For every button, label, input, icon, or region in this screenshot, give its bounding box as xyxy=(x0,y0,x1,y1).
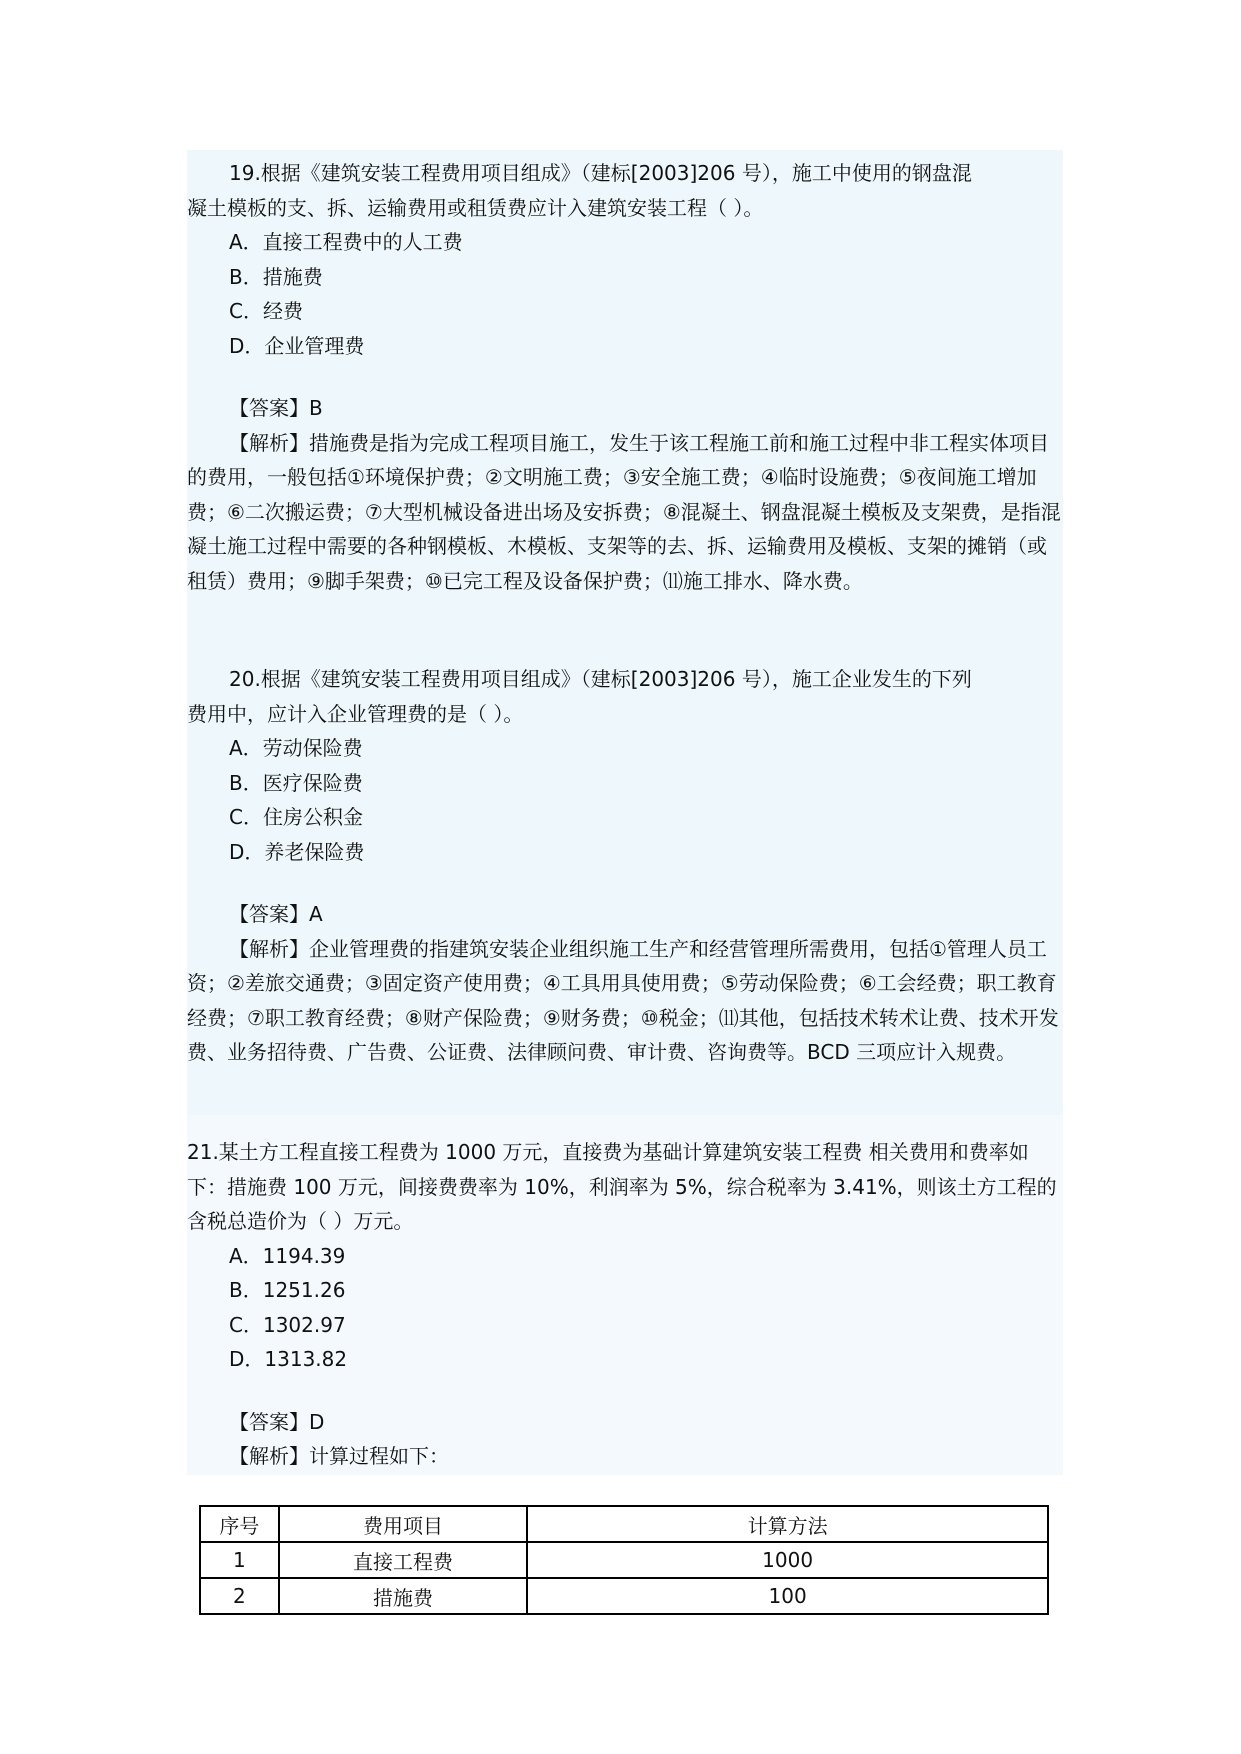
question-20 xyxy=(187,662,1063,1070)
table-cell-item: 措施费 xyxy=(279,1578,527,1614)
q19-option-b: B．措施费 xyxy=(229,264,323,289)
q21-option-d: D．1313.82 xyxy=(229,1347,348,1371)
table-cell-method: 1000 xyxy=(527,1542,1048,1578)
table-header-item: 费用项目 xyxy=(279,1506,527,1542)
table-cell-index: 2 xyxy=(200,1578,279,1614)
q20-stem-line1: 20.根据《建筑安装工程费用项目组成》（建标[2003]206 号），施工企业发生的下列 xyxy=(229,667,972,691)
question-19 xyxy=(187,156,1063,598)
table-header-row xyxy=(200,1506,1048,1542)
q20-analysis: 【解析】企业管理费的指建筑安装企业组织施工生产和经营管理所需费用，包括①管理人员工资；②差旅交通费；③固定资产使用费；④工具用具使用费；⑤劳动保险费；⑥工会经费；职工教育经费；⑦职工教育经费；⑧财产保险费；⑨财务费；⑩税金；⑾其他，包括技术转术让费、技术开发费、业务招待费、广告费、公证费、法律顾问费、审计费、咨询费等。BCD 三项应计入规费。 xyxy=(187,936,1059,1064)
table-row xyxy=(200,1542,1048,1578)
table-cell-method: 100 xyxy=(527,1578,1048,1614)
table-header-method: 计算方法 xyxy=(527,1506,1048,1542)
table-cell-item: 直接工程费 xyxy=(279,1542,527,1578)
q20-option-a: A．劳动保险费 xyxy=(229,736,363,760)
q21-stem: 21.某土方工程直接工程费为 1000 万元，直接费为基础计算建筑安装工程费 相关费用和费率如下：措施费 100 万元，间接费费率为 10%，利润率为 5%，综合税率为 3.41%，则该土方工程的含税总造价为（ ）万元。 xyxy=(187,1140,1057,1233)
table-row xyxy=(200,1578,1048,1614)
q19-option-a: A．直接工程费中的人工费 xyxy=(229,230,463,254)
q19-analysis: 【解析】措施费是指为完成工程项目施工，发生于该工程施工前和施工过程中非工程实体项目的费用，一般包括①环境保护费；②文明施工费；③安全施工费；④临时设施费；⑤夜间施工增加费；⑥二次搬运费；⑦大型机械设备进出场及安拆费；⑧混凝土、钢盘混凝土模板及支架费，是指混凝土施工过程中需要的各种钢模板、木模板、支架等的去、拆、运输费用及模板、支架的摊销（或租赁）费用；⑨脚手架费；⑩已完工程及设备保护费；⑾施工排水、降水费。 xyxy=(187,430,1061,593)
q21-option-a: A．1194.39 xyxy=(229,1243,346,1268)
q21-option-c: C．1302.97 xyxy=(229,1312,346,1337)
table-header-index: 序号 xyxy=(200,1506,279,1542)
question-21 xyxy=(187,1135,1063,1474)
q20-option-b: B．医疗保险费 xyxy=(229,770,363,795)
q20-answer: 【答案】A xyxy=(229,902,323,926)
q19-stem-line2: 凝土模板的支、拆、运输费用或租赁费应计入建筑安装工程（ ）。 xyxy=(187,195,764,220)
q20-stem-line2: 费用中，应计入企业管理费的是（ ）。 xyxy=(187,701,524,726)
q19-option-c: C．经费 xyxy=(229,299,303,323)
q20-option-c: C．住房公积金 xyxy=(229,805,363,829)
q21-option-b: B．1251.26 xyxy=(229,1278,346,1302)
q20-option-d: D．养老保险费 xyxy=(229,839,365,864)
table-cell-index: 1 xyxy=(200,1542,279,1578)
q19-option-d: D．企业管理费 xyxy=(229,333,365,358)
q21-answer: 【答案】D xyxy=(229,1409,325,1434)
calculation-table xyxy=(199,1505,1049,1615)
q19-stem-line1: 19.根据《建筑安装工程费用项目组成》（建标[2003]206 号），施工中使用的钢盘混 xyxy=(229,161,972,185)
q21-analysis: 【解析】计算过程如下： xyxy=(229,1444,449,1468)
q19-answer: 【答案】B xyxy=(229,396,323,420)
